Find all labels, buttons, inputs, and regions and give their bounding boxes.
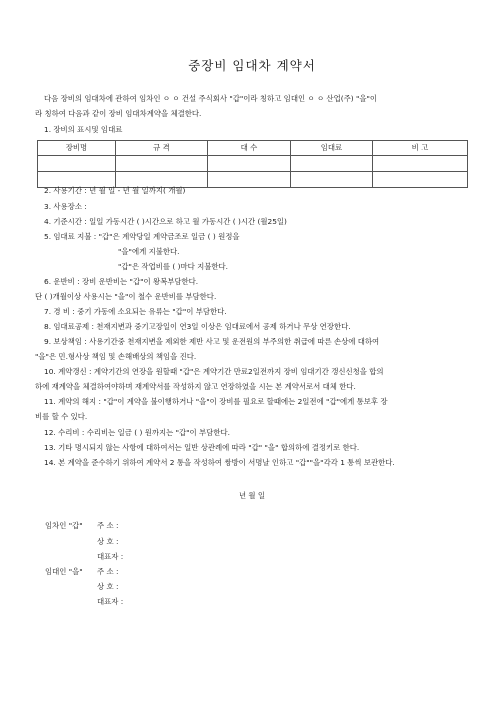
table-cell[interactable] — [38, 156, 116, 172]
lessor-representative-label: 대표자 : — [97, 597, 124, 606]
item-12-repair: 12. 수리비 : 수리비는 일금 ( ) 원까지는 "갑"이 부담한다. — [44, 428, 230, 437]
table-row — [38, 156, 468, 172]
contract-date: 년 월 일 — [238, 491, 266, 500]
item-3-location: 3. 사용장소 : — [44, 202, 87, 211]
item-11-termination-cont: 비를 할 수 있다. — [35, 412, 88, 421]
lessee-representative-label: 대표자 : — [97, 552, 124, 561]
header-remarks: 비 고 — [373, 141, 468, 156]
item-13-other: 13. 기타 명시되지 않는 사항에 대하여서는 일반 상관례에 따라 "갑" "을" 합의하에 결정키로 한다. — [44, 443, 360, 452]
table-cell[interactable] — [116, 156, 208, 172]
item-6-transport-cont: 단 ( )개월이상 사용시는 "을"이 철수 운반비를 부담한다. — [35, 292, 217, 301]
table-cell[interactable] — [291, 172, 373, 188]
item-10-renewal: 10. 계약갱신 : 계약기간의 연장을 원할때 "갑"은 계약기간 만료2일전까지 장비 임대기간 갱신신청을 합의 — [44, 367, 384, 376]
header-equipment-name: 장비명 — [38, 141, 116, 156]
lessee-address-label: 주 소 : — [97, 521, 119, 530]
table-cell[interactable] — [208, 172, 291, 188]
intro-line-1: 다음 장비의 임대차에 관하여 임차인 ㅇ ㅇ 건설 주식회사 "갑"이라 칭하고 임대인 ㅇ ㅇ 산업(주) "을"이 — [44, 94, 378, 103]
item-4-base-hours: 4. 기준시간 : 일일 가동시간 ( )시간으로 하고 월 가동시간 ( )시간 (월25일) — [44, 217, 287, 226]
item-2-period: 2. 사용기간 : 년 월 일 - 년 월 일까지( 개월) — [44, 186, 186, 195]
item-6-transport: 6. 운반비 : 장비 운반비는 "갑"이 왕복부담한다. — [44, 277, 199, 286]
item-14-copies: 14. 본 계약을 준수하기 위하여 계약서 2 통을 작성하여 쌍방이 서명날 인하고 "갑""을"각각 1 통씩 보관한다. — [44, 458, 395, 467]
item-8-deduction: 8. 임대료공제 : 천재지변과 중기고장일이 연3일 이상은 임대료에서 공제 하거나 무상 연장한다. — [44, 322, 351, 331]
item-5-payment: 5. 임대료 지불 : "갑"은 계약당일 계약금조로 일금 ( ) 원정을 — [44, 232, 240, 241]
item-11-termination: 11. 계약의 해지 : "갑"이 계약을 불이행하거나 "을"이 장비를 필요로 할때에는 2일전에 "갑"에게 통보후 장 — [44, 397, 388, 406]
item-7-expenses: 7. 경 비 : 중기 가동에 소요되는 유류는 "갑"이 부담한다. — [44, 307, 227, 316]
item-9-liability-cont: "을"은 민.형사상 책임 및 손해배상의 책임을 진다. — [35, 352, 197, 361]
item-10-renewal-cont: 하에 재계약을 체결하여야하며 재계약서를 작성하지 않고 연장하였을 시는 본 계약서로서 대체 한다. — [35, 382, 356, 391]
section-1-heading: 1. 장비의 표시및 임대료 — [44, 125, 123, 134]
lessor-company-label: 상 호 : — [97, 582, 119, 591]
header-rent: 임대료 — [291, 141, 373, 156]
table-header-row — [38, 141, 468, 156]
table-cell[interactable] — [373, 172, 468, 188]
item-5-payment-cont-2: "갑"은 작업비를 ( )마다 지불한다. — [118, 262, 228, 271]
lessor-label: 임대인 "을" — [45, 567, 83, 576]
document-title: 중장비 임대차 계약서 — [188, 58, 316, 73]
header-quantity: 대 수 — [208, 141, 291, 156]
table-cell[interactable] — [373, 156, 468, 172]
table-cell[interactable] — [208, 156, 291, 172]
lessee-company-label: 상 호 : — [97, 537, 119, 546]
item-5-payment-cont-1: "을"에게 지불한다. — [118, 247, 180, 256]
lessor-address-label: 주 소 : — [97, 567, 119, 576]
header-spec: 규 격 — [116, 141, 208, 156]
intro-line-2: 라 칭하여 다음과 같이 장비 임대차계약을 체결한다. — [35, 109, 202, 118]
table-cell[interactable] — [291, 156, 373, 172]
lessee-label: 임차인 "갑" — [45, 521, 83, 530]
equipment-table — [37, 140, 468, 188]
item-9-liability: 9. 보상책임 : 사용기간중 천재지변을 제외한 제반 사고 및 운전원의 부주의한 취급에 따른 손상에 대하여 — [44, 337, 380, 346]
